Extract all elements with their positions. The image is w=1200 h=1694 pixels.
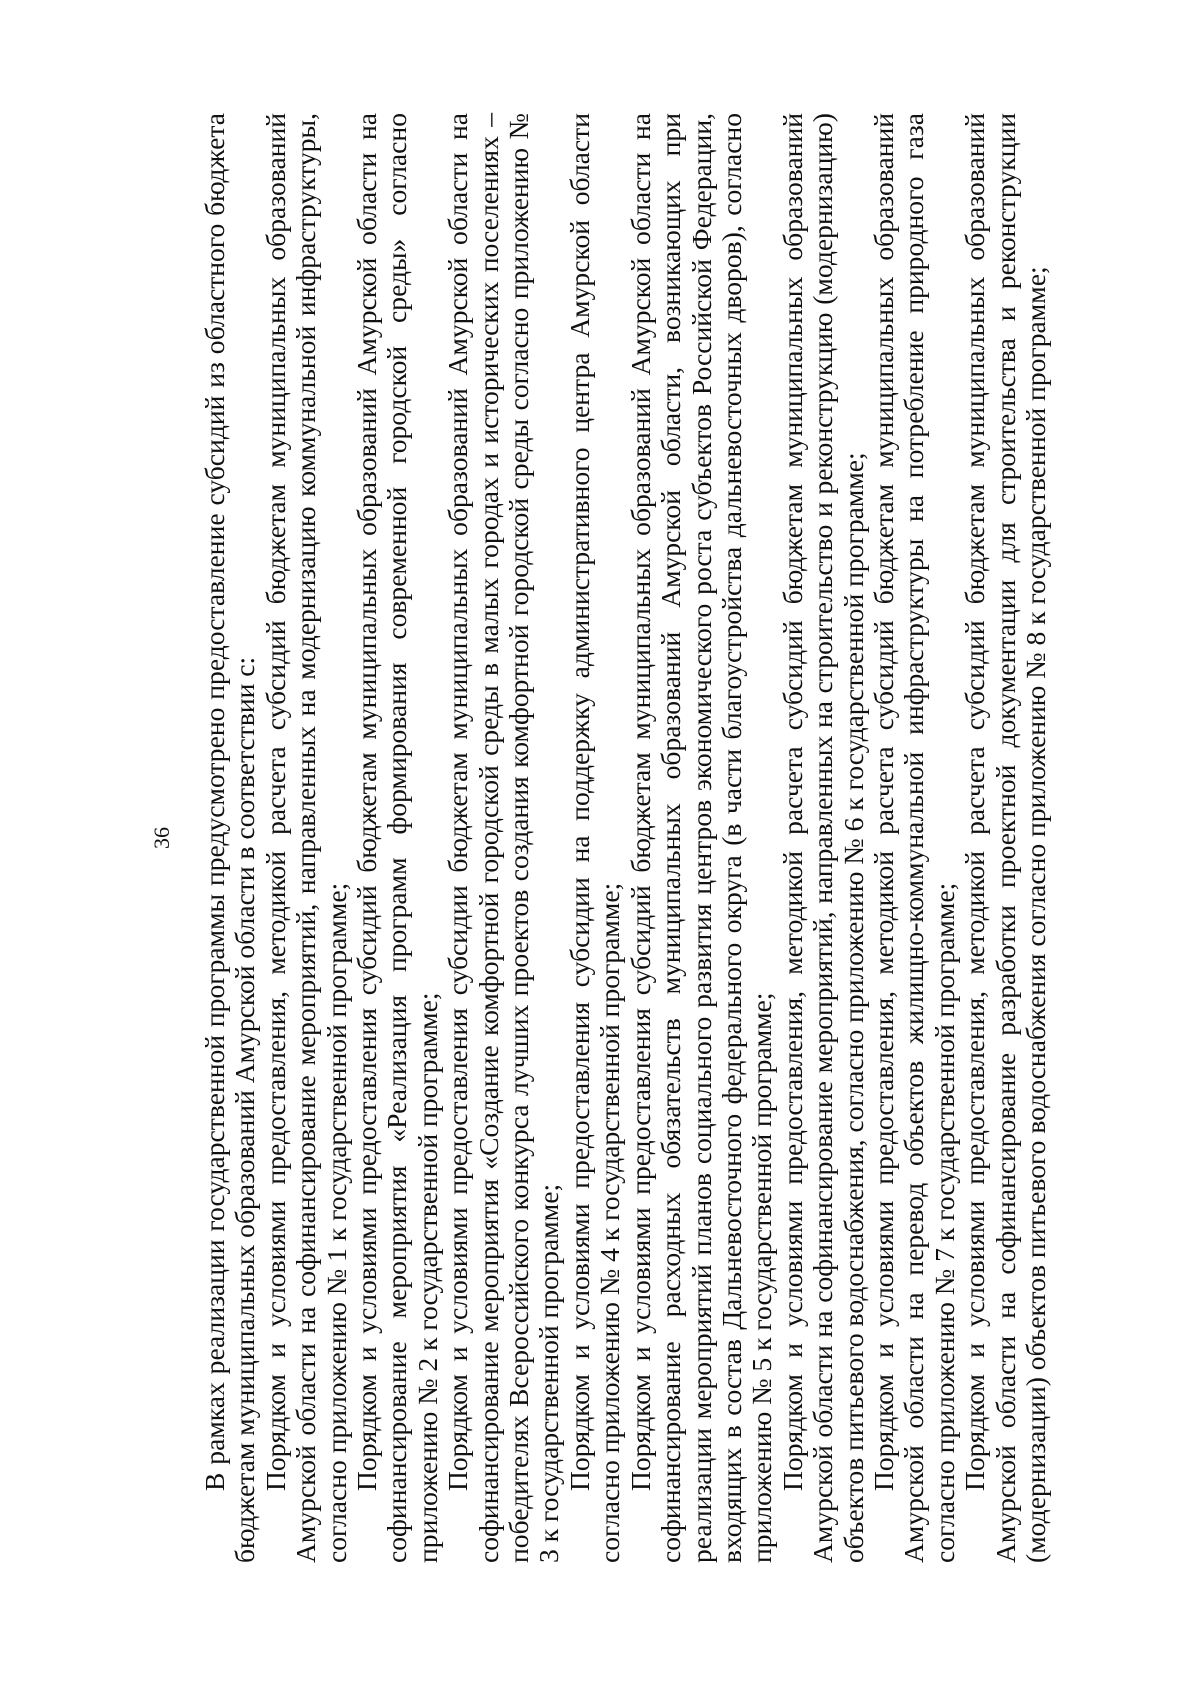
document-body	[200, 113, 1051, 1563]
rotated-page-content	[148, 113, 1051, 1563]
paragraph-appendix-6: Порядком и условиями предоставления, методикой расчета субсидий бюджетам муниципальных образований Амурской области на софинансирование мероприятий, направленных на строительство и реконструкцию (модернизацию) объектов питьевого водоснабжения, согласно приложению № 6 к государственной программе;	[776, 113, 869, 1563]
paragraph-appendix-4: Порядком и условиями предоставления субсидии на поддержку административного центра Амурской области согласно приложению № 4 к государственной программе;	[563, 113, 626, 1563]
page-number: 36	[149, 827, 174, 849]
paragraph-appendix-8: Порядком и условиями предоставления, методикой расчета субсидий бюджетам муниципальных образований Амурской области на софинансирование разработки проектной документации для строительства и реконструкции (модернизации) объектов питьевого водоснабжения согласно приложению № 8 к государственной программе;	[959, 113, 1051, 1563]
paragraph-appendix-1: Порядком и условиями предоставления, методикой расчета субсидий бюджетам муниципальных образований Амурской области на софинансирование мероприятий, направленных на модернизацию коммунальной инфраструктуры, согласно приложению № 1 к государственной программе;	[259, 113, 352, 1563]
paragraph-appendix-3: Порядком и условиями предоставления субсидии бюджетам муниципальных образований Амурской области на софинансирование мероприятия «Создание комфортной городской среды в малых городах и исторических поселениях – победителях Всероссийского конкурса лучших проектов создания комфортной городской среды согласно приложению № 3 к государственной программе;	[442, 113, 565, 1563]
paragraph-appendix-7: Порядком и условиями предоставления, методикой расчета субсидий бюджетам муниципальных образований Амурской области на перевод объектов жилищно-коммунальной инфраструктуры на потребление природного газа согласно приложению № 7 к государственной программе;	[867, 113, 960, 1563]
paragraph-appendix-5: Порядком и условиями предоставления субсидий бюджетам муниципальных образований Амурской области на софинансирование расходных обязательств муниципальных образований Амурской области, возникающих при реализации мероприятий планов социального развития центров экономического роста субъектов Российской Федерации, входящих в состав Дальневосточного федерального округа (в части благоустройства дальневосточных дворов), согласно приложению № 5 к государственной программе;	[624, 113, 778, 1563]
paragraph-intro: В рамках реализации государственной программы предусмотрено предоставление субсидий из областного бюджета бюджетам муниципальных образований Амурской области в соответствии с:	[199, 113, 261, 1563]
paragraph-appendix-2: Порядком и условиями предоставления субсидий бюджетам муниципальных образований Амурской области на софинансирование мероприятия «Реализация программ формирования современной городской среды» согласно приложению № 2 к государственной программе;	[351, 113, 443, 1563]
